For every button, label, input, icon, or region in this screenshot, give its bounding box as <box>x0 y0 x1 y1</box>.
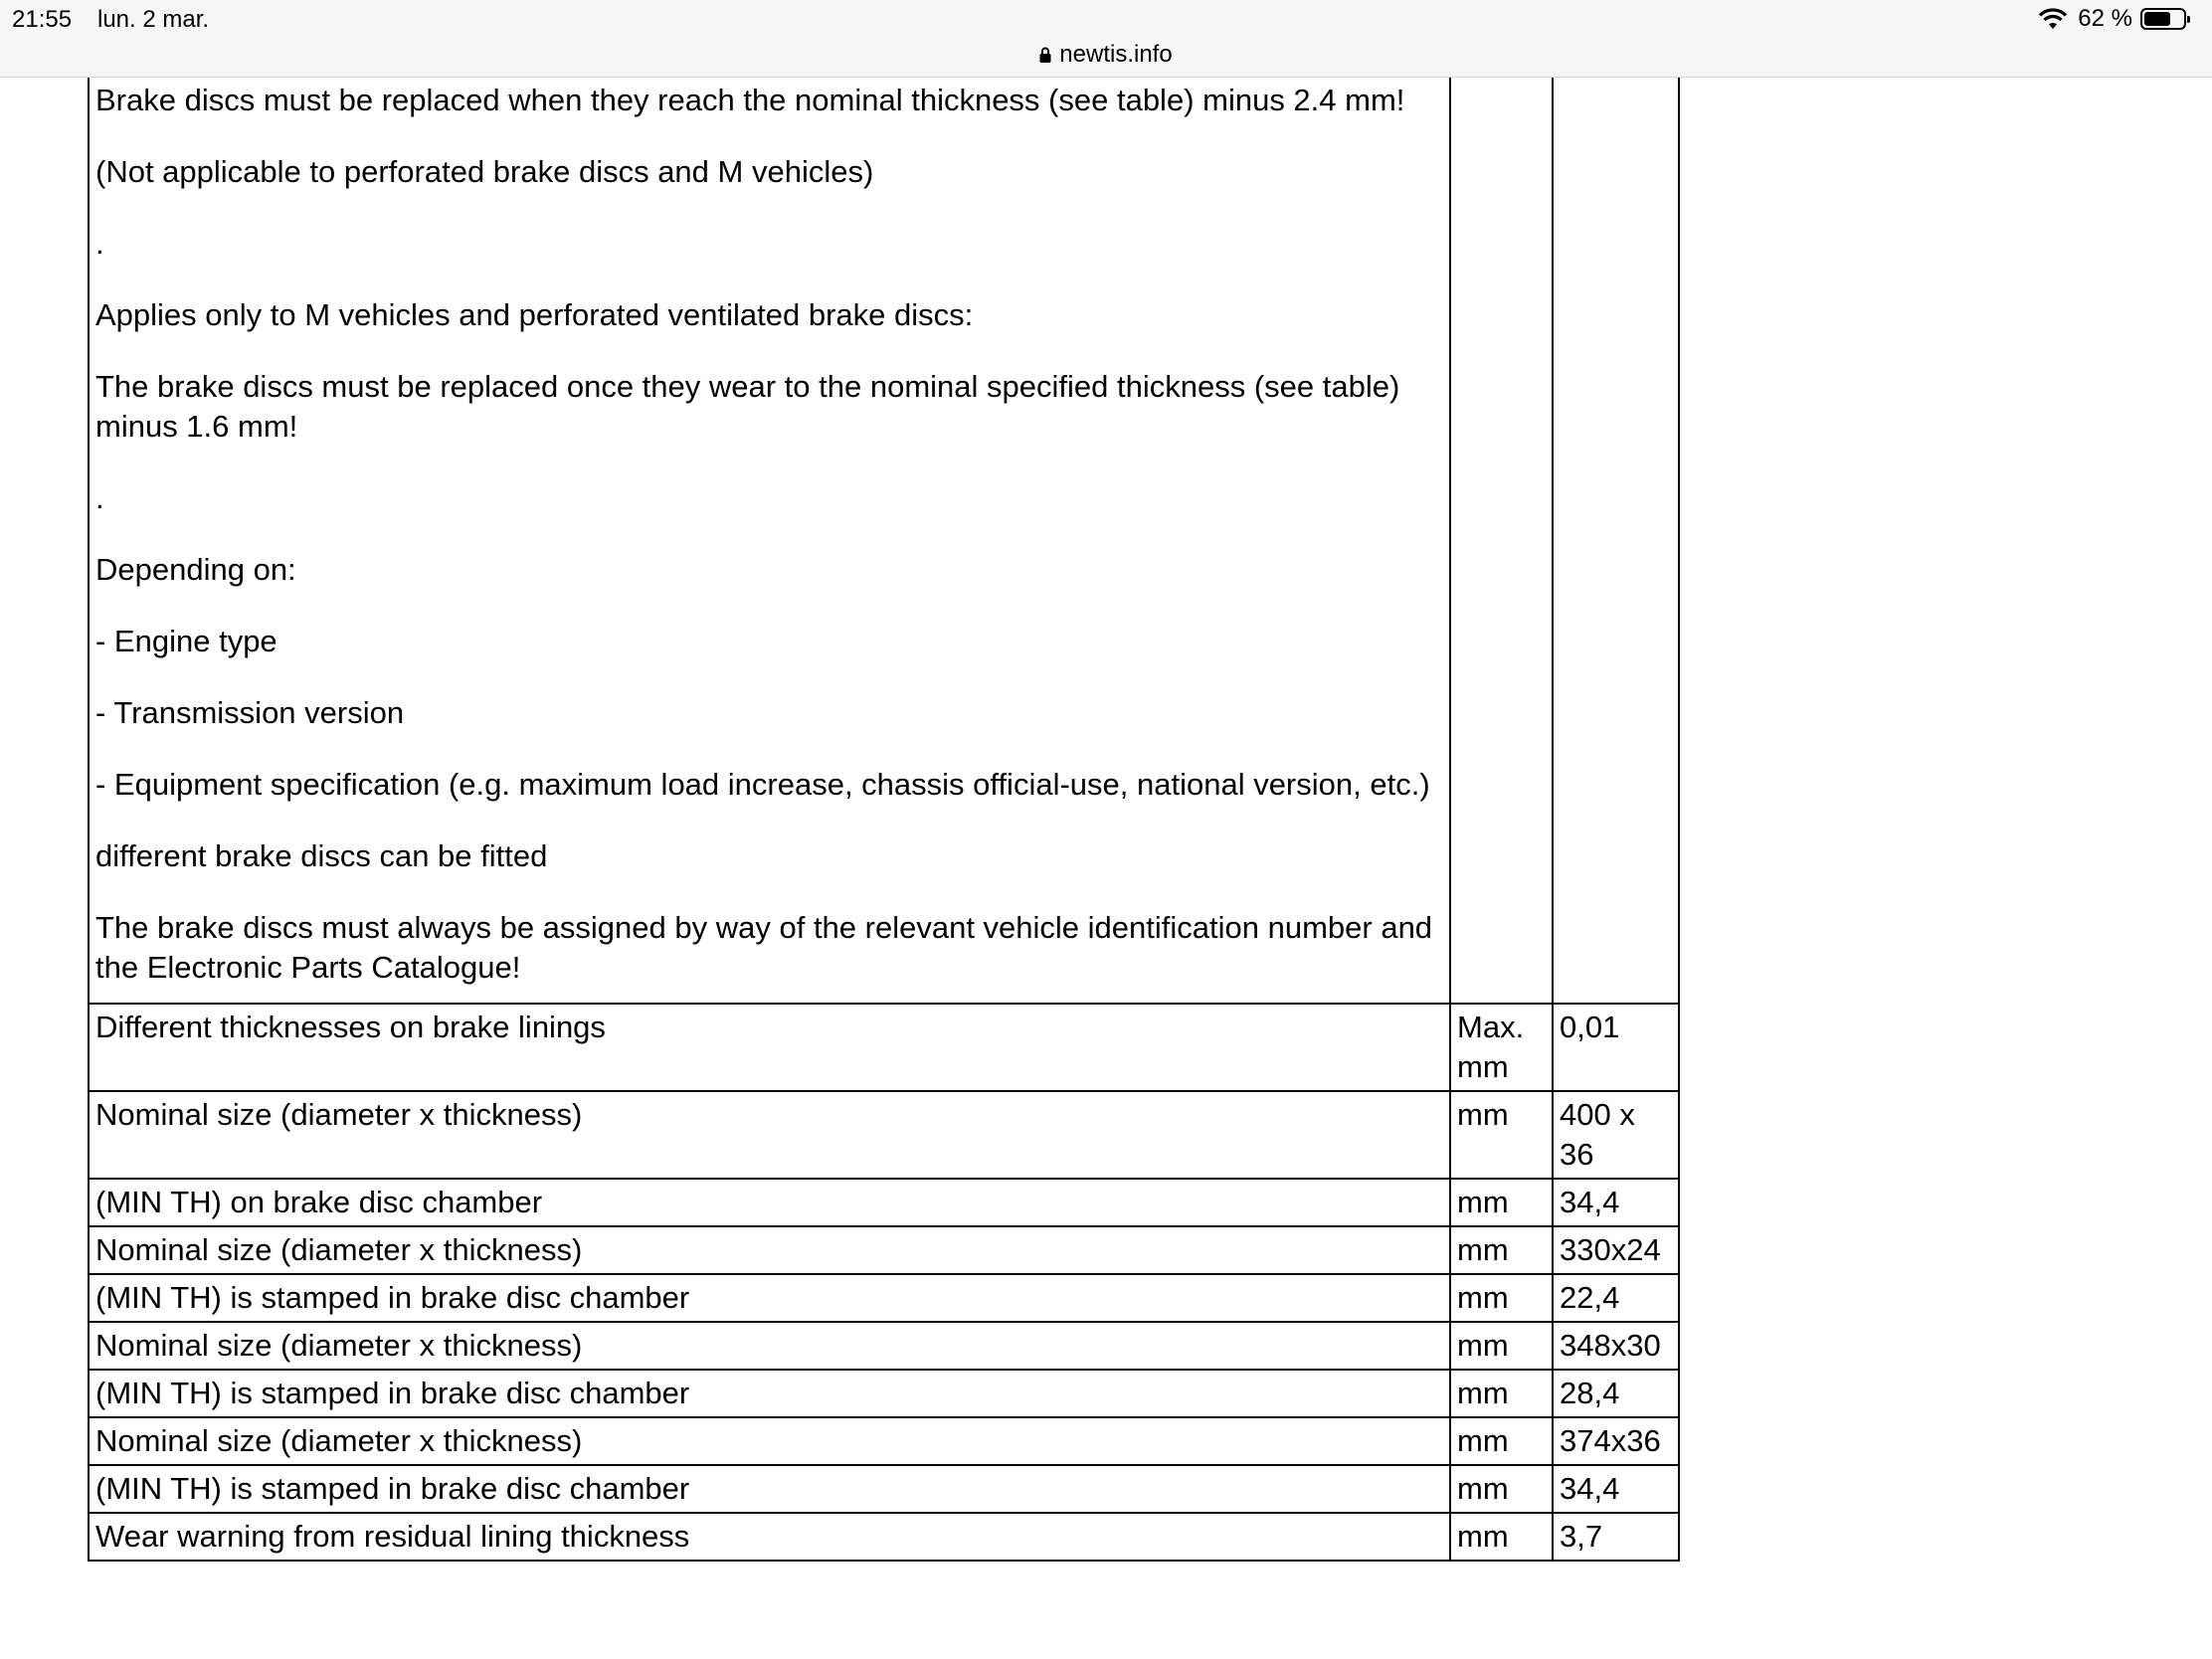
status-right <box>2038 5 2186 33</box>
row-unit: Max. mm <box>1450 1004 1553 1091</box>
note-paragraph: different brake discs can be fitted <box>95 838 548 873</box>
row-unit: mm <box>1450 1322 1553 1370</box>
note-paragraph: The brake discs must be replaced once they wear to the nominal specified thickness (see table) minus 1.6 mm! <box>95 369 1400 444</box>
row-description: Nominal size (diameter x thickness) <box>89 1226 1450 1274</box>
status-time: 21:55 <box>12 6 73 33</box>
table-row <box>89 1179 1679 1226</box>
row-value: 34,4 <box>1553 1465 1679 1513</box>
row-value: 22,4 <box>1553 1274 1679 1322</box>
row-description: Nominal size (diameter x thickness) <box>89 1417 1450 1465</box>
address-bar[interactable] <box>0 40 2212 78</box>
row-value: 28,4 <box>1553 1370 1679 1417</box>
table-row <box>89 1004 1679 1091</box>
row-unit: mm <box>1450 1091 1553 1179</box>
row-value: 3,7 <box>1553 1513 1679 1561</box>
note-paragraph: Depending on: <box>95 552 296 587</box>
page-content[interactable] <box>0 78 2212 1659</box>
row-description: (MIN TH) is stamped in brake disc chamber <box>89 1274 1450 1322</box>
row-description: (MIN TH) is stamped in brake disc chamber <box>89 1465 1450 1513</box>
note-paragraph: Brake discs must be replaced when they reach the nominal thickness (see table) minus 2.4 mm! <box>95 83 1405 117</box>
note-paragraph: - Transmission version <box>95 695 405 730</box>
battery-icon <box>2140 8 2186 30</box>
row-unit: mm <box>1450 1465 1553 1513</box>
table-row <box>89 1091 1679 1179</box>
wifi-icon <box>2038 7 2068 31</box>
note-paragraph: The brake discs must always be assigned by way of the relevant vehicle identification number and the Electronic Parts Catalogue! <box>95 910 1433 985</box>
row-unit: mm <box>1450 1370 1553 1417</box>
table-row <box>89 1465 1679 1513</box>
row-description: (MIN TH) on brake disc chamber <box>89 1179 1450 1226</box>
row-description: Nominal size (diameter x thickness) <box>89 1091 1450 1179</box>
note-paragraph: Applies only to M vehicles and perforated ventilated brake discs: <box>95 297 974 332</box>
table-row <box>89 1417 1679 1465</box>
notes-row <box>89 78 1679 1004</box>
lock-icon <box>1039 47 1051 63</box>
row-value: 348x30 <box>1553 1322 1679 1370</box>
status-date: lun. 2 mar. <box>97 6 210 33</box>
row-unit: mm <box>1450 1513 1553 1561</box>
row-description: Different thicknesses on brake linings <box>89 1004 1450 1091</box>
note-paragraph: . <box>95 226 104 261</box>
table-row <box>89 1322 1679 1370</box>
row-description: Wear warning from residual lining thickness <box>89 1513 1450 1561</box>
status-bar <box>0 0 2212 40</box>
row-value: 330x24 <box>1553 1226 1679 1274</box>
notes-value-cell <box>1553 78 1679 1004</box>
row-unit: mm <box>1450 1274 1553 1322</box>
row-value: 400 x 36 <box>1553 1091 1679 1179</box>
note-paragraph: - Equipment specification (e.g. maximum load increase, chassis official-use, national version, etc.) <box>95 767 1430 802</box>
note-paragraph: . <box>95 480 104 515</box>
row-description: (MIN TH) is stamped in brake disc chamber <box>89 1370 1450 1417</box>
table-row <box>89 1370 1679 1417</box>
row-unit: mm <box>1450 1417 1553 1465</box>
note-paragraph: - Engine type <box>95 624 277 658</box>
table-row <box>89 1226 1679 1274</box>
row-value: 0,01 <box>1553 1004 1679 1091</box>
row-value: 374x36 <box>1553 1417 1679 1465</box>
battery-percent: 62 % <box>2078 5 2132 32</box>
row-unit: mm <box>1450 1226 1553 1274</box>
brake-spec-table <box>88 78 1680 1562</box>
row-value: 34,4 <box>1553 1179 1679 1226</box>
row-unit: mm <box>1450 1179 1553 1226</box>
notes-unit-cell <box>1450 78 1553 1004</box>
notes-cell <box>89 78 1450 1004</box>
note-paragraph: (Not applicable to perforated brake discs and M vehicles) <box>95 154 874 189</box>
table-row <box>89 1274 1679 1322</box>
table-row <box>89 1513 1679 1561</box>
url-domain: newtis.info <box>1059 41 1173 68</box>
row-description: Nominal size (diameter x thickness) <box>89 1322 1450 1370</box>
